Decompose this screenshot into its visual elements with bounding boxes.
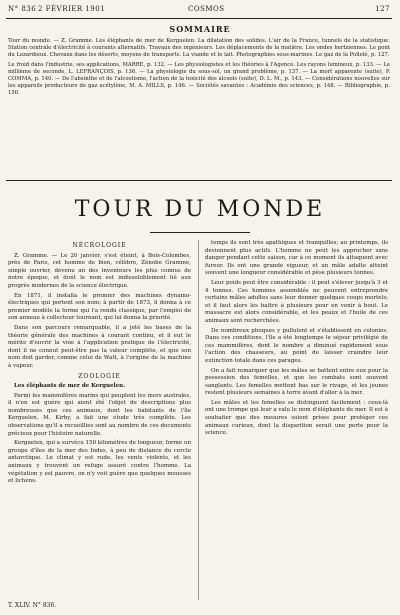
column-divider	[198, 240, 199, 600]
left-column	[8, 240, 191, 488]
section-heading: NÉCROLOGIE	[72, 242, 127, 249]
right-column	[205, 240, 388, 440]
sommaire-text	[8, 38, 390, 100]
paragraph: Kerguelen, qui a survécu 150 kilomètres de longueur, forme un groupe d'îles de la mer des Indes, à peu de distance du cercle antarctique. Le climat y est rude, les vents violents, et les animaux y trouvent un refuge assuré contre l'homme. La végétation y est pauvre, on n'y voit guère que quelques mousses et lichens.	[8, 440, 191, 485]
paragraph: En 1871, il installa le premier des machines dynamo-électriques qui portent son nom; à partir de 1873, il donna à ce premier modèle la forme qui l'a rendu classique, par l'emploi de son anneau à collecteur tournant, qui lui donna la priorité.	[8, 292, 191, 322]
sommaire-paragraph: Le froid dans l'industrie, ses applications, MARRE, p. 132. — Les physiologistes et les théories à l'Agence. Les rayons lumineux, p. 133. — Le millième de seconde, L. LEFRANÇOIS, p. 136. — La physiologie du sous-sol, un grand problème, p. 137. — La mort apparente (suite), P. COMMA, p. 140. — De l'absinthe et de l'alcoolisme, l'action de la toxicité des alcools (suite), D. L. M., p. 143. — Considérations nouvelles sur les appareils producteurs de gaz acétylène, M. A. MILLS, p. 146. — Sociétés savantes : Académie des sciences, p. 148. — Bibliographie, p. 150.	[8, 62, 390, 96]
paragraph: Les mâles et les femelles se distinguent facilement : ceux-là ont une trompe qui leur a valu le nom d'éléphants de mer. Il est à souhaiter que des mesures soient prises pour protéger ces animaux curieux, dont la disparition serait une perte pour la science.	[205, 399, 388, 437]
section-rule	[6, 180, 392, 181]
paragraph: Parmi les mammifères marins qui peuplent les mers australes, il n'en est guère qui aient été l'objet de descriptions plus nombreuses que ces animaux, dont les habitants de l'île Kerguelen, M. Kirby, a fait une étude très complète. Les observations qu'il a recueillies sont au nombre de ces documents précieux pour l'histoire naturelle.	[8, 392, 191, 437]
paragraph: Dans son parcours remarquable, il a jeté les bases de la théorie générale des machines à courant continu, et il eut le mérite d'ouvrir la voie à l'application pratique de l'électricité, dont il ne connut peut-être pas la valeur complète, et que son nom doit garder, comme celui de Watt, à l'origine de la machine à vapeur.	[8, 324, 191, 369]
sommaire-paragraph: Tour du monde. — Z. Gramme. Les éléphants de mer de Kerguelen. La dilatation des solides. L'air de la France, tunnels de la statistique. Station centrale d'électricité à courants alternatifs. Travaux des ingénieurs. Les déplacements de la matière. Les ondes hertziennes. Le pont du Lezardieux. Chevaux dans les déserts, moyens de transports. La viande et le lait. Photographies sous-marines. Le gaz de la Pollelé, p. 127.	[8, 38, 390, 58]
header-rule	[6, 18, 392, 19]
main-title: TOUR DU MONDE	[74, 197, 326, 222]
title-rule	[150, 232, 250, 233]
section-heading: ZOOLOGIE	[78, 372, 121, 380]
paragraph: temps ils sont très apathiques et tranquilles; au printemps, ils deviennent plus actifs. L'homme ne peut les approcher sans danger pendant cette saison, car à ce moment ils attaquent avec fureur. Ils ont une grande vigueur, et un mâle adulte atteint souvent une longueur considérable et pèse plusieurs tonnes.	[205, 240, 388, 277]
paragraph: On a fait remarquer que les mâles se battent entre eux pour la possession des femelles, et que les combats sont souvent sanglants. Les femelles mettent bas sur le rivage, et les jeunes restent plusieurs semaines à terre avant d'aller à la mer.	[205, 367, 388, 397]
paragraph: Leur poids peut être considérable : il peut s'élever jusqu'à 3 et 4 tonnes. Ces hommes assemblés ne peuvent entreprendre certains mâles adultes sans leur donner quelques coups mortels; et il faut alors les battre à plusieurs pour en venir à bout. Le massacre est alors considérable, et les peaux et l'huile de ces animaux sont recherchées.	[205, 279, 388, 324]
running-header	[8, 5, 390, 17]
journal-name: COSMOS	[188, 5, 225, 13]
page-number: 127	[375, 5, 390, 13]
issue-number: N° 836	[8, 5, 37, 13]
paragraph: De nombreux phoques y pullulent et s'établissent en colonies. Dans ces conditions, l'île a été longtemps le séjour privilégié de ces mammifères, dont le nombre a diminué rapidement sous l'action des chasseurs, au point de laisser craindre leur extinction totale dans ces parages.	[205, 327, 388, 364]
subheading: Les éléphants de mer de Kerguelen.	[14, 383, 125, 390]
page-footer: T. XLIV. N° 836.	[8, 602, 57, 609]
sommaire-heading: SOMMAIRE	[169, 24, 231, 34]
issue-date: 2 FÉVRIER 1901	[38, 5, 106, 13]
paragraph: Z. Gramme. — Le 20 janvier, s'est éteint, à Bois-Colombes, près de Paris, cet homme de bien, célèbre, Zénobe Gramme, simple ouvrier, devenu un des inventeurs les plus connus de notre époque, et dont le nom est indissolublement lié aux progrès modernes de la science électrique.	[8, 252, 191, 289]
